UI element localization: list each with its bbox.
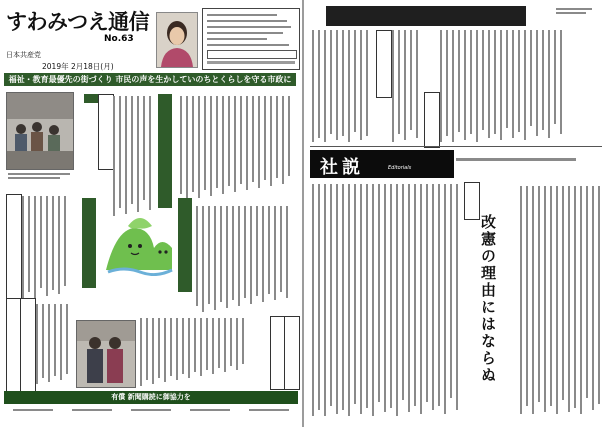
article-heading-5: [82, 198, 96, 288]
paper-tag: [556, 6, 592, 14]
councillor-portrait: [156, 12, 198, 68]
contact-info-box: [202, 8, 300, 70]
edition-line: [456, 157, 576, 163]
subheading-1: [376, 30, 392, 98]
editorial-masthead: [310, 150, 454, 178]
visit-photo: [76, 320, 136, 388]
issue-number: No.63: [104, 34, 134, 44]
editorial-page: [304, 0, 607, 427]
article-heading-3: [158, 94, 172, 208]
article-heading-8: [20, 298, 36, 392]
slogan-banner: 福祉・教育最優先の街づくり 市民の声を生かしていのちとくらしを守る市政に: [4, 73, 296, 86]
issue-date: 2019年 2月18日(月): [42, 62, 114, 71]
editorial-label-en: Editorials: [388, 165, 412, 171]
footer-banner: 有償 新聞購読に御協力を: [4, 391, 298, 404]
newsletter-page: [0, 0, 302, 427]
article-heading-1: [84, 94, 98, 103]
article-heading-2: [98, 94, 114, 170]
article-heading-6: [178, 198, 192, 292]
editorial-headline: 改憲の理由にはならぬ: [479, 214, 497, 384]
editorial-label: 社説: [320, 157, 364, 178]
newsletter-title: すわみつえ通信: [6, 10, 150, 34]
subheading-2: [424, 92, 440, 148]
meeting-photo: [6, 92, 74, 170]
hill-character-illustration: [104, 208, 174, 276]
party-affiliation: 日本共産党: [6, 51, 41, 59]
article-heading-4: [6, 194, 22, 300]
article-headline: [326, 6, 526, 26]
footer-contacts: [4, 406, 298, 415]
photo-caption: [8, 171, 70, 179]
article-heading-10: [284, 316, 300, 390]
website-box: [207, 50, 297, 59]
